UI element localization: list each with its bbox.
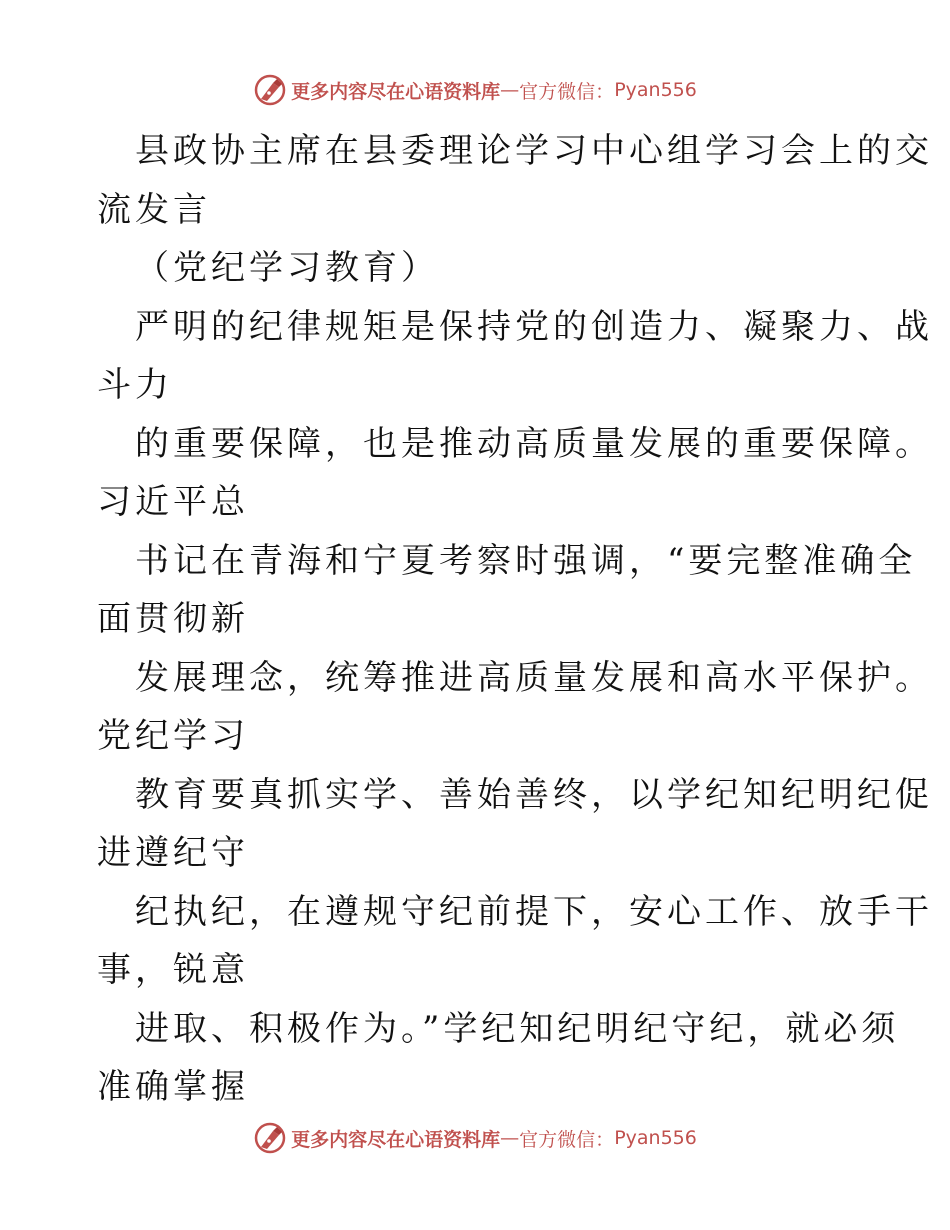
watermark-side-text: 官方微信：	[519, 80, 615, 103]
footer-watermark	[0, 1118, 950, 1158]
watermark-side-text: 官方微信：	[519, 1128, 615, 1151]
pen-nib-logo-icon	[253, 73, 287, 107]
paragraph-line: 发展理念，统筹推进高质量发展和高水平保护。	[135, 657, 933, 698]
paragraph-line: 进遵纪守	[97, 833, 249, 873]
paragraph-line: 书记在青海和宁夏考察时强调，“要完整准确全	[135, 540, 917, 581]
subtitle-line: （党纪学习教育）	[135, 248, 439, 288]
title-line-1: 县政协主席在县委理论学习中心组学习会上的交	[135, 131, 933, 171]
watermark-dash: —	[500, 79, 520, 101]
paragraph-line: 斗力	[97, 365, 173, 405]
paragraph-line: 纪执纪，在遵规守纪前提下，安心工作、放手干	[135, 891, 933, 932]
paragraph-line: 准确掌握	[97, 1067, 249, 1107]
header-watermark	[0, 70, 950, 110]
title-line-2: 流发言	[97, 189, 211, 230]
watermark-main-text: 更多内容尽在心语资料库	[291, 1128, 501, 1151]
paragraph-line: 党纪学习	[97, 716, 249, 756]
paragraph-line: 教育要真抓实学、善始善终，以学纪知纪明纪促	[135, 774, 933, 815]
paragraph-line: 严明的纪律规矩是保持党的创造力、凝聚力、战	[135, 306, 933, 347]
watermark-main-text: 更多内容尽在心语资料库	[291, 80, 501, 103]
paragraph-line: 进取、积极作为。”学纪知纪明纪守纪，就必须	[135, 1008, 900, 1049]
paragraph-line: 习近平总	[97, 482, 249, 522]
document-body	[97, 122, 933, 1117]
paragraph-line: 面贯彻新	[97, 599, 249, 639]
watermark-dash: —	[500, 1127, 520, 1149]
watermark-id-text: Pyan556	[614, 79, 697, 101]
watermark-id-text: Pyan556	[614, 1127, 697, 1149]
paragraph-line: 的重要保障，也是推动高质量发展的重要保障。	[135, 423, 933, 464]
paragraph-line: 事，锐意	[97, 950, 249, 990]
pen-nib-logo-icon	[253, 1121, 287, 1155]
